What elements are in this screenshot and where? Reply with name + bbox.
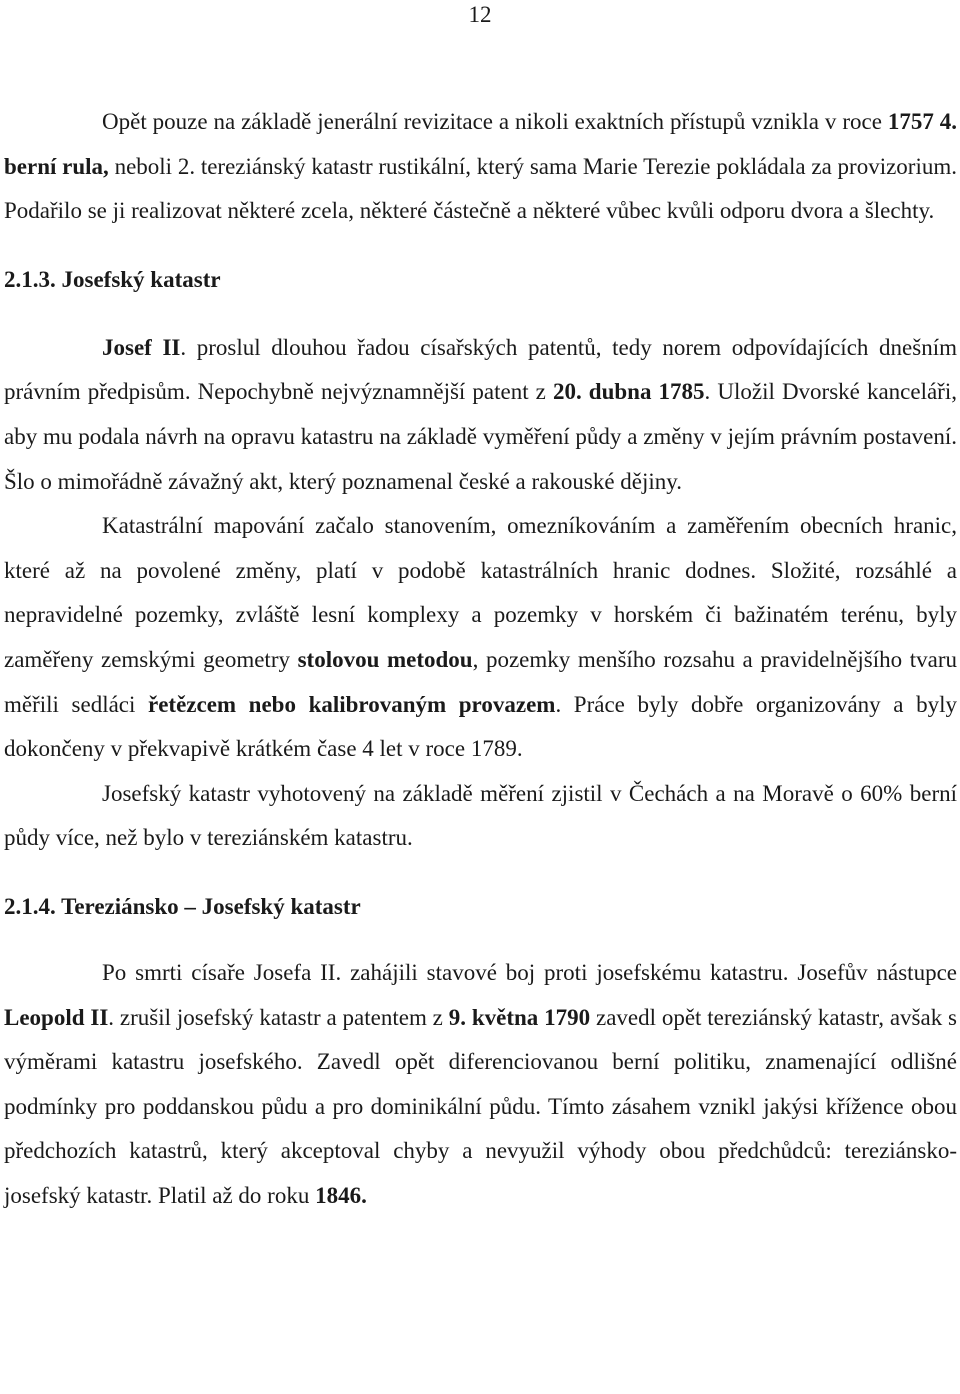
text-run: Josefský katastr vyhotovený na základě měření zjistil v Čechách a na Moravě o 60% berní půdy více, než bylo v tereziánském katastru. bbox=[4, 780, 957, 851]
paragraph-leopold-ii bbox=[4, 951, 957, 1219]
paragraph-katastralni-mapovani bbox=[4, 504, 957, 772]
text-run: . proslul dlouhou řadou císařských patentů, tedy norem odpovídajících dnešním právním předpisům. Nepochybně nejvýznamnější patent z bbox=[4, 334, 957, 405]
text-run: . zrušil josefský katastr a patentem z bbox=[108, 1004, 449, 1030]
bold-run: 1846. bbox=[315, 1182, 367, 1208]
section-heading-tereziansko-josefsky: 2.1.4. Tereziánsko – Josefský katastr bbox=[4, 893, 361, 919]
bold-run: stolovou metodou bbox=[297, 646, 473, 672]
bold-run: řetězcem nebo kalibrovaným provazem bbox=[148, 691, 556, 717]
text-run: neboli 2. tereziánský katastr rustikální, který sama Marie Terezie pokládala za provizorium. Podařilo se ji realizovat některé zcela, některé částečně a některé vůbec kvůli odporu dvora a šlechty. bbox=[4, 153, 957, 224]
text-run: . Práce byly dobře organizovány a byly dokončeny v překvapivě krátkém čase 4 let v roce 1789. bbox=[4, 691, 957, 762]
page-number: 12 bbox=[468, 2, 492, 27]
text-run: Po smrti císaře Josefa II. zahájili stavové boj proti josefskému katastru. Josefův nástupce bbox=[102, 959, 957, 985]
text-run: , pozemky menšího rozsahu a pravidelnějšího tvaru měřili sedláci bbox=[4, 646, 958, 717]
paragraph-berni-rula bbox=[4, 100, 957, 234]
text-run: Opět pouze na základě jenerální revizitace a nikoli exaktních přístupů vznikla v roce bbox=[102, 109, 888, 134]
bold-run: 20. dubna 1785 bbox=[552, 379, 705, 405]
text-run: Katastrální mapování začalo stanovením, omezníkováním a zaměřením obecních hranic, které až na povolené změny, platí v podobě katastrálních hranic dodnes. Složité, rozsáhlé a nepravidelné pozemky, zvláště lesní komplexy a pozemky v horském či bažinatém terénu, byly zaměřeny zemskými geometry bbox=[4, 513, 957, 672]
paragraph-josef-ii bbox=[4, 326, 957, 504]
bold-run: Josef II bbox=[102, 334, 181, 360]
text-run: zavedl opět tereziánský katastr, avšak s výměrami katastru josefského. Zavedl opět diferenciovanou berní politiku, znamenající odlišné podmínky pro poddanskou půdu a pro dominikální půdu. Tímto zásahem vznikl jakýsi křížence obou předchozích katastrů, který akceptoval chyby a nevyužil výhody obou předchůdců: tereziánsko-josefský katastr. Platil až do roku bbox=[4, 1004, 958, 1208]
bold-run: 1757 4. berní rula, bbox=[4, 109, 957, 179]
text-run: . Uložil Dvorské kanceláři, aby mu podala návrh na opravu katastru na základě vyměření půdy a změny v jejím právním postavení. Šlo o mimořádně závažný akt, který poznamenal české a rakouské dějiny. bbox=[4, 379, 957, 494]
section-heading-josefsky-katastr: 2.1.3. Josefský katastr bbox=[4, 266, 221, 292]
document-body bbox=[4, 100, 957, 1218]
bold-run: 9. května 1790 bbox=[448, 1004, 591, 1030]
bold-run: Leopold II bbox=[4, 1004, 109, 1030]
paragraph-josefsky-vysledek bbox=[4, 772, 957, 861]
